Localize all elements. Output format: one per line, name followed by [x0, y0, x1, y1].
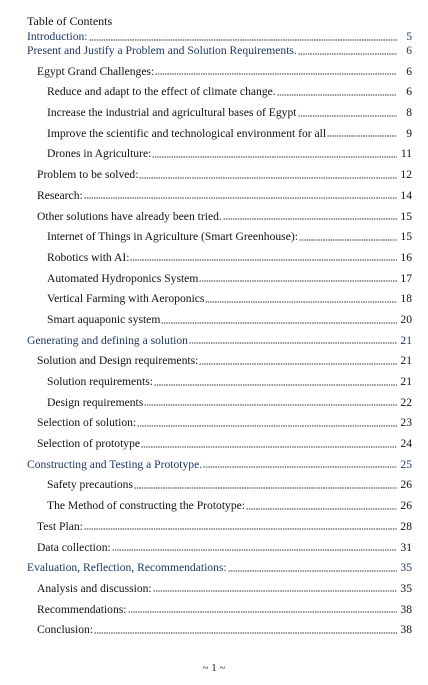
toc-entry[interactable] [0, 558, 428, 579]
toc-entry-page: 31 [400, 540, 412, 554]
toc-entry[interactable] [0, 62, 428, 83]
toc-entry[interactable] [0, 413, 428, 434]
toc-entry[interactable] [0, 331, 428, 352]
toc-entry[interactable] [0, 124, 428, 145]
toc-entry-page: 17 [400, 271, 412, 285]
dot-leader [327, 127, 397, 138]
dot-leader [161, 313, 397, 324]
toc-entry-page: 16 [400, 250, 412, 264]
toc-entry-page: 26 [400, 499, 412, 513]
toc-entry-title: Conclusion: [37, 623, 94, 637]
toc-entry-page: 15 [400, 230, 412, 244]
toc-entry[interactable] [0, 248, 428, 269]
toc-entry-page: 20 [400, 312, 412, 326]
dot-leader [141, 437, 397, 448]
toc-entry[interactable] [0, 434, 428, 455]
toc-entry-page: 28 [400, 519, 412, 533]
toc-entry-title: Selection of solution: [37, 416, 137, 430]
dot-leader [205, 292, 397, 303]
toc-entry-page: 38 [400, 602, 412, 616]
dot-leader [228, 561, 397, 572]
toc-entry-page: 21 [400, 375, 412, 388]
toc-entry-page: 6 [406, 64, 412, 78]
toc-entry[interactable] [0, 82, 428, 103]
toc-entry[interactable] [0, 496, 428, 517]
toc-entry-title: Test Plan: [37, 519, 83, 533]
toc-entry[interactable] [0, 600, 428, 621]
toc-entry-title: Evaluation, Reflection, Recommendations: [27, 561, 227, 575]
toc-entry-page: 24 [400, 437, 412, 451]
toc-entry[interactable] [0, 27, 428, 41]
toc-entry-title: Increase the industrial and agricultural bases of Egypt [47, 106, 297, 120]
toc-entry-title: Reduce and adapt to the effect of climate change. [47, 85, 276, 99]
toc-entry-title: Safety precautions [47, 478, 133, 492]
dot-leader [139, 168, 397, 179]
toc-entry[interactable] [0, 351, 428, 372]
toc-entry-page: 15 [400, 209, 412, 223]
toc-entry-title: Recommendations: [37, 602, 127, 616]
toc-entry-title: Solution and Design requirements: [37, 354, 199, 368]
dot-leader [144, 396, 397, 407]
dot-leader [94, 623, 397, 634]
toc-entry-title: Research: [37, 188, 83, 202]
toc-heading: Table of Contents [27, 14, 113, 28]
toc-entry[interactable] [0, 475, 428, 496]
toc-entry-page: 12 [400, 168, 412, 182]
toc-entry-title: Automated Hydroponics System [47, 271, 199, 285]
toc-entry-page: 21 [400, 333, 412, 347]
toc-entry-title: Introduction: [27, 30, 88, 43]
dot-leader [203, 458, 397, 469]
dot-leader [189, 334, 397, 345]
toc-entry-title: Data collection: [37, 540, 111, 554]
toc-entry-title: Internet of Things in Agriculture (Smart Greenhouse): [47, 230, 298, 244]
dot-leader [246, 499, 397, 510]
toc-entry-title: Drones in Agriculture: [47, 147, 152, 161]
toc-entry[interactable] [0, 517, 428, 538]
toc-entry[interactable] [0, 144, 428, 165]
toc-entry-title: Egypt Grand Challenges: [37, 64, 155, 78]
dot-leader [199, 272, 397, 283]
toc-entry-page: 5 [406, 30, 412, 43]
toc-entry-page: 21 [400, 354, 412, 368]
toc-entry-page: 11 [400, 147, 412, 161]
toc-entry[interactable] [0, 41, 428, 62]
toc-entry[interactable] [0, 103, 428, 124]
dot-leader [152, 147, 397, 158]
toc-entry[interactable] [0, 186, 428, 207]
toc-entry-page: 8 [406, 106, 412, 120]
dot-leader [153, 582, 397, 593]
toc-entry-page: 6 [406, 44, 412, 57]
dot-leader [299, 230, 397, 241]
toc-entry-page: 22 [400, 395, 412, 409]
toc-entry[interactable] [0, 310, 428, 331]
toc-entry[interactable] [0, 620, 428, 641]
toc-entry-title: Present and Justify a Problem and Solution Requirements. [27, 44, 297, 57]
toc-entry[interactable] [0, 372, 428, 393]
toc-entry[interactable] [0, 393, 428, 414]
dot-leader [154, 375, 397, 386]
dot-leader [199, 354, 397, 365]
toc-entry[interactable] [0, 227, 428, 248]
toc-entry-page: 23 [400, 416, 412, 430]
toc-entry-page: 6 [406, 85, 412, 99]
dot-leader [298, 106, 398, 117]
dot-leader [134, 478, 397, 489]
toc-entry-title: Constructing and Testing a Prototype. [27, 457, 203, 471]
dot-leader [223, 210, 397, 221]
dot-leader [128, 603, 397, 614]
dot-leader [277, 85, 397, 96]
page-footer: ~ 1 ~ [202, 662, 226, 674]
dot-leader [84, 520, 397, 531]
toc-entry-title: Other solutions have already been tried. [37, 209, 222, 223]
toc-list [0, 27, 428, 641]
dot-leader [155, 65, 397, 76]
toc-entry[interactable] [0, 455, 428, 476]
toc-entry[interactable] [0, 165, 428, 186]
toc-entry-title: Solution requirements: [47, 375, 153, 388]
toc-entry-title: Analysis and discussion: [37, 581, 152, 595]
dot-leader [112, 541, 397, 552]
toc-entry[interactable] [0, 538, 428, 559]
toc-entry[interactable] [0, 207, 428, 228]
toc-entry-page: 38 [400, 623, 412, 637]
toc-entry-title: Vertical Farming with Aeroponics [47, 292, 205, 306]
toc-entry-title: The Method of constructing the Prototype: [47, 499, 246, 513]
dot-leader [84, 189, 397, 200]
toc-entry-title: Robotics with AI: [47, 250, 130, 264]
toc-entry[interactable] [0, 579, 428, 600]
toc-entry[interactable] [0, 289, 428, 310]
toc-entry[interactable] [0, 269, 428, 290]
dot-leader [130, 251, 397, 262]
toc-entry-page: 9 [406, 126, 412, 140]
toc-entry-page: 18 [400, 292, 412, 306]
dot-leader [89, 30, 397, 41]
toc-entry-page: 25 [400, 457, 412, 471]
toc-entry-page: 35 [400, 581, 412, 595]
toc-entry-title: Selection of prototype [37, 437, 141, 451]
toc-entry-title: Smart aquaponic system [47, 312, 161, 326]
toc-entry-title: Improve the scientific and technological environment for all [47, 126, 327, 140]
toc-entry-page: 35 [400, 561, 412, 575]
toc-entry-title: Problem to be solved: [37, 168, 139, 182]
toc-entry-title: Generating and defining a solution [27, 333, 188, 347]
toc-entry-page: 14 [400, 188, 412, 202]
toc-entry-page: 26 [400, 478, 412, 492]
toc-entry-title: Design requirements [47, 395, 144, 409]
dot-leader [298, 44, 397, 55]
dot-leader [137, 416, 397, 427]
